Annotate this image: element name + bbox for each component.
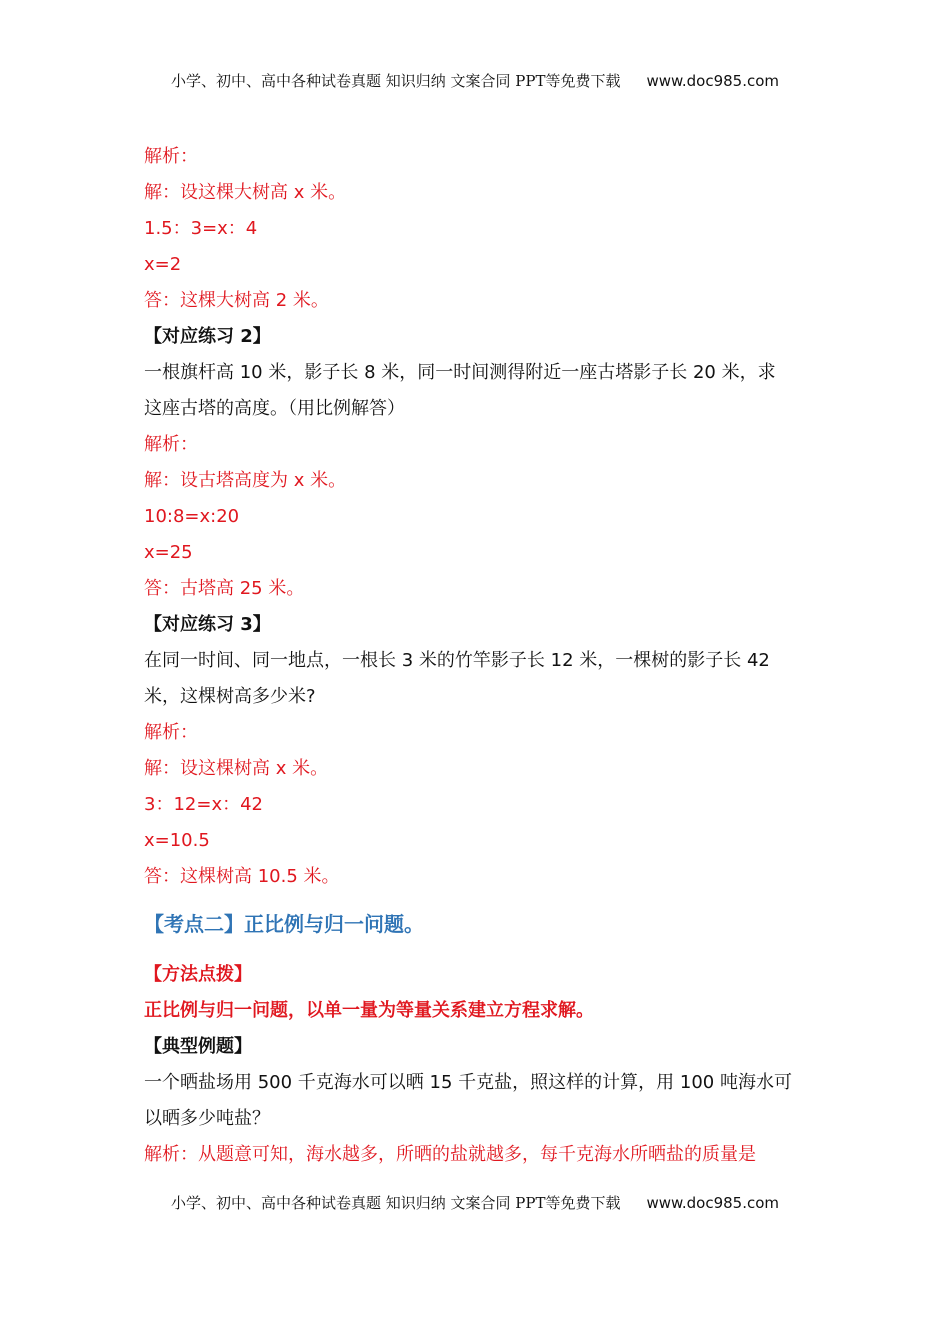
ex3-question-line1: 在同一时间、同一地点，一根长 3 米的竹竿影子长 12 米，一棵树的影子长 42 — [144, 650, 770, 671]
ex3-solve: 解：设这棵树高 x 米。 — [144, 758, 329, 779]
section2-title: 【考点二】正比例与归一问题。 — [144, 912, 424, 936]
example-title: 【典型例题】 — [144, 1036, 252, 1057]
method-title: 【方法点拨】 — [144, 964, 252, 985]
footer-url[interactable]: www.doc985.com — [646, 1194, 780, 1212]
ex1-analysis-label: 解析： — [144, 146, 198, 167]
header-text: 小学、初中、高中各种试卷真题 知识归纳 文案合同 PPT等免费下载 — [170, 72, 621, 90]
ex1-answer: 答：这棵大树高 2 米。 — [144, 290, 329, 311]
ex3-analysis-label: 解析： — [144, 722, 198, 743]
example-question-line2: 以晒多少吨盐？ — [144, 1108, 270, 1129]
ex3-x-value: x=10.5 — [144, 830, 210, 851]
ex2-analysis-label: 解析： — [144, 434, 198, 455]
ex3-question-line2: 米，这棵树高多少米? — [144, 686, 316, 707]
ex2-question-line1: 一根旗杆高 10 米，影子长 8 米，同一时间测得附近一座古塔影子长 20 米，求 — [144, 362, 776, 383]
ex2-x-value: x=25 — [144, 542, 193, 563]
method-text: 正比例与归一问题，以单一量为等量关系建立方程求解。 — [144, 1000, 594, 1021]
footer-text: 小学、初中、高中各种试卷真题 知识归纳 文案合同 PPT等免费下载 — [170, 1194, 621, 1212]
page-footer — [0, 1192, 950, 1213]
ex1-x-value: x=2 — [144, 254, 182, 275]
ex2-equation: 10:8=x:20 — [144, 506, 240, 527]
example-analysis: 解析：从题意可知，海水越多，所晒的盐就越多，每千克海水所晒盐的质量是 — [144, 1144, 756, 1165]
ex3-equation: 3：12=x：42 — [144, 794, 263, 815]
header-url[interactable]: www.doc985.com — [646, 72, 780, 90]
example-question-line1: 一个晒盐场用 500 千克海水可以晒 15 千克盐，照这样的计算，用 100 吨海水可 — [144, 1072, 792, 1093]
ex3-answer: 答：这棵树高 10.5 米。 — [144, 866, 340, 887]
ex2-solve: 解：设古塔高度为 x 米。 — [144, 470, 347, 491]
ex2-answer: 答：古塔高 25 米。 — [144, 578, 305, 599]
ex2-question-line2: 这座古塔的高度。（用比例解答） — [144, 398, 405, 419]
ex2-title: 【对应练习 2】 — [144, 326, 271, 347]
ex1-equation: 1.5：3=x：4 — [144, 218, 258, 239]
ex3-title: 【对应练习 3】 — [144, 614, 271, 635]
page-header — [0, 70, 950, 91]
ex1-solve: 解：设这棵大树高 x 米。 — [144, 182, 347, 203]
